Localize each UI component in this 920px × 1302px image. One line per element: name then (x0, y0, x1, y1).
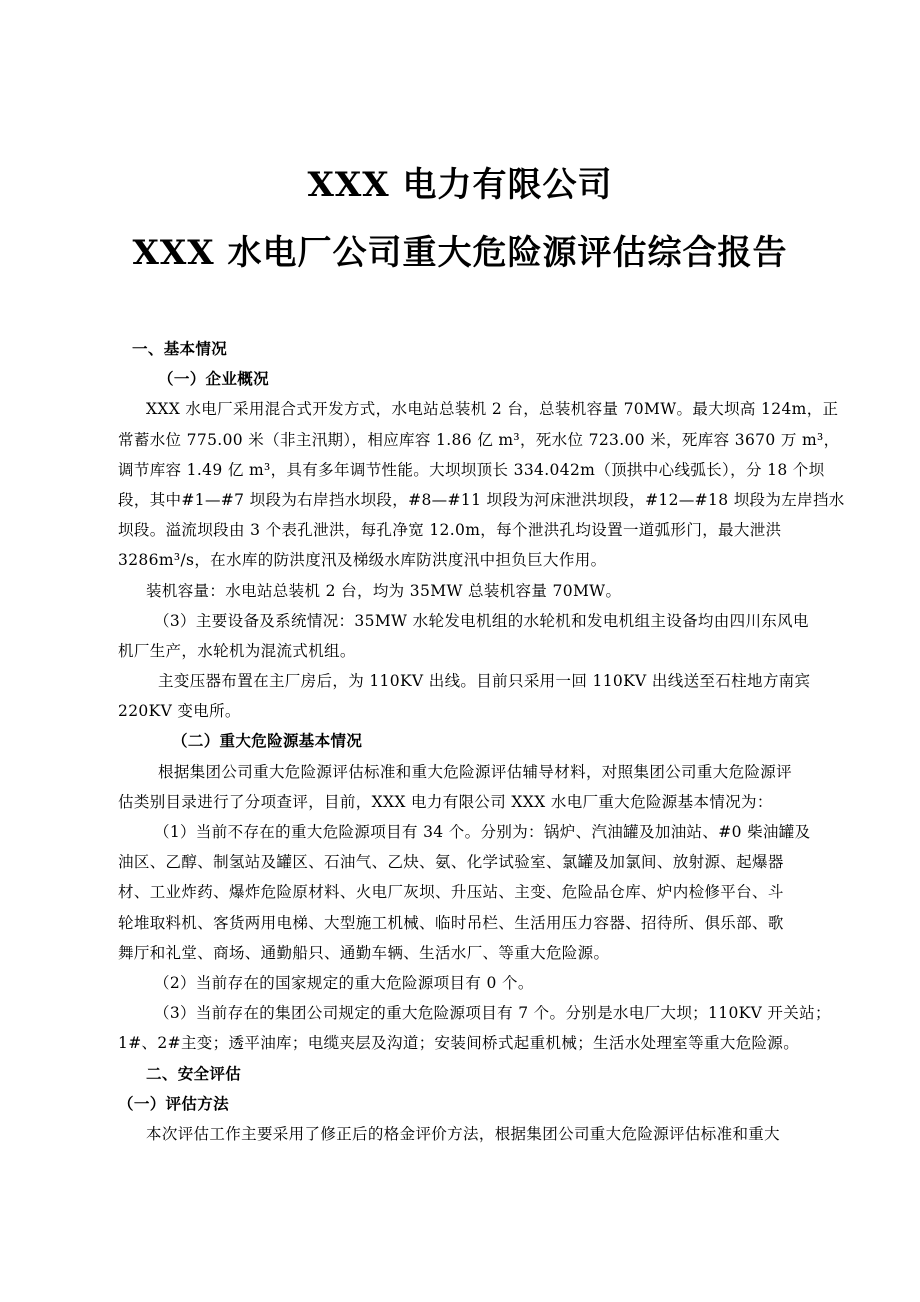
report-title: XXX 水电厂公司重大危险源评估综合报告 (132, 233, 788, 273)
paragraph-line: 材、工业炸药、爆炸危险原材料、火电厂灰坝、升压站、主变、危险品仓库、炉内检修平台、斗 (118, 883, 784, 902)
paragraph-line: 机厂生产，水轮机为混流式机组。 (118, 641, 356, 660)
section-heading: （二）重大危险源基本情况 (172, 731, 363, 751)
company-title: XXX 电力有限公司 (307, 165, 613, 205)
paragraph-line: 段，其中#1—#7 坝段为右岸挡水坝段，#8—#11 坝段为河床泄洪坝段，#12—#18 坝段为左岸挡水 (118, 490, 845, 509)
document-body (118, 334, 845, 1149)
paragraph-line: 常蓄水位 775.00 米（非主汛期），相应库容 1.86 亿 m³，死水位 723.00 米，死库容 3670 万 m³， (118, 430, 840, 449)
section-heading: 一、基本情况 (132, 339, 228, 358)
paragraph-line: 估类别目录进行了分项查评，目前，XXX 电力有限公司 XXX 水电厂重大危险源基本情况为： (118, 792, 773, 811)
paragraph-line: 调节库容 1.49 亿 m³，具有多年调节性能。大坝坝顶长 334.042m（顶拱中心线弧长），分 18 个坝 (118, 460, 825, 479)
paragraph-line: 1#、2#主变；透平油库；电缆夹层及沟道；安装间桥式起重机械；生活水处理室等重大危险源。 (118, 1034, 800, 1053)
paragraph-line: 220KV 变电所。 (118, 702, 241, 721)
section-heading: （一）评估方法 (118, 1093, 229, 1113)
paragraph-line: 主变压器布置在主厂房后，为 110KV 出线。目前只采用一回 110KV 出线送至石柱地方南宾 (158, 672, 811, 691)
paragraph-line: 装机容量：水电站总装机 2 台，均为 35MW 总装机容量 70MW。 (146, 581, 622, 600)
paragraph-line: 坝段。溢流坝段由 3 个表孔泄洪，每孔净宽 12.0m，每个泄洪孔均设置一道弧形门，最大泄洪 (118, 521, 782, 540)
section-heading: （一）企业概况 (158, 369, 269, 389)
paragraph-line: （3）当前存在的集团公司规定的重大危险源项目有 7 个。分别是水电厂大坝；110KV 开关站； (154, 1004, 831, 1023)
paragraph-line: 3286m³/s，在水库的防洪度汛及梯级水库防洪度汛中担负巨大作用。 (118, 551, 607, 570)
paragraph-line: 根据集团公司重大危险源评估标准和重大危险源评估辅导材料，对照集团公司重大危险源评 (158, 762, 793, 781)
paragraph-line: 轮堆取料机、客货两用电梯、大型施工机械、临时吊栏、生活用压力容器、招待所、俱乐部、歌 (118, 913, 784, 932)
paragraph-line: XXX 水电厂采用混合式开发方式，水电站总装机 2 台，总装机容量 70MW。最大坝高 124m，正 (146, 400, 839, 419)
paragraph-line: 本次评估工作主要采用了修正后的格金评价方法，根据集团公司重大危险源评估标准和重大 (146, 1124, 781, 1143)
section-heading: 二、安全评估 (146, 1063, 242, 1083)
paragraph-line: 舞厅和礼堂、商场、通勤船只、通勤车辆、生活水厂、等重大危险源。 (118, 943, 610, 962)
paragraph-line: （2）当前存在的国家规定的重大危险源项目有 0 个。 (154, 973, 534, 992)
paragraph-line: （3）主要设备及系统情况：35MW 水轮发电机组的水轮机和发电机组主设备均由四川东风电 (154, 611, 809, 630)
paragraph-line: 油区、乙醇、制氢站及罐区、石油气、乙炔、氨、化学试验室、氯罐及加氯间、放射源、起爆器 (118, 853, 784, 872)
paragraph-line: （1）当前不存在的重大危险源项目有 34 个。分别为：锅炉、汽油罐及加油站、#0 柴油罐及 (154, 823, 811, 841)
